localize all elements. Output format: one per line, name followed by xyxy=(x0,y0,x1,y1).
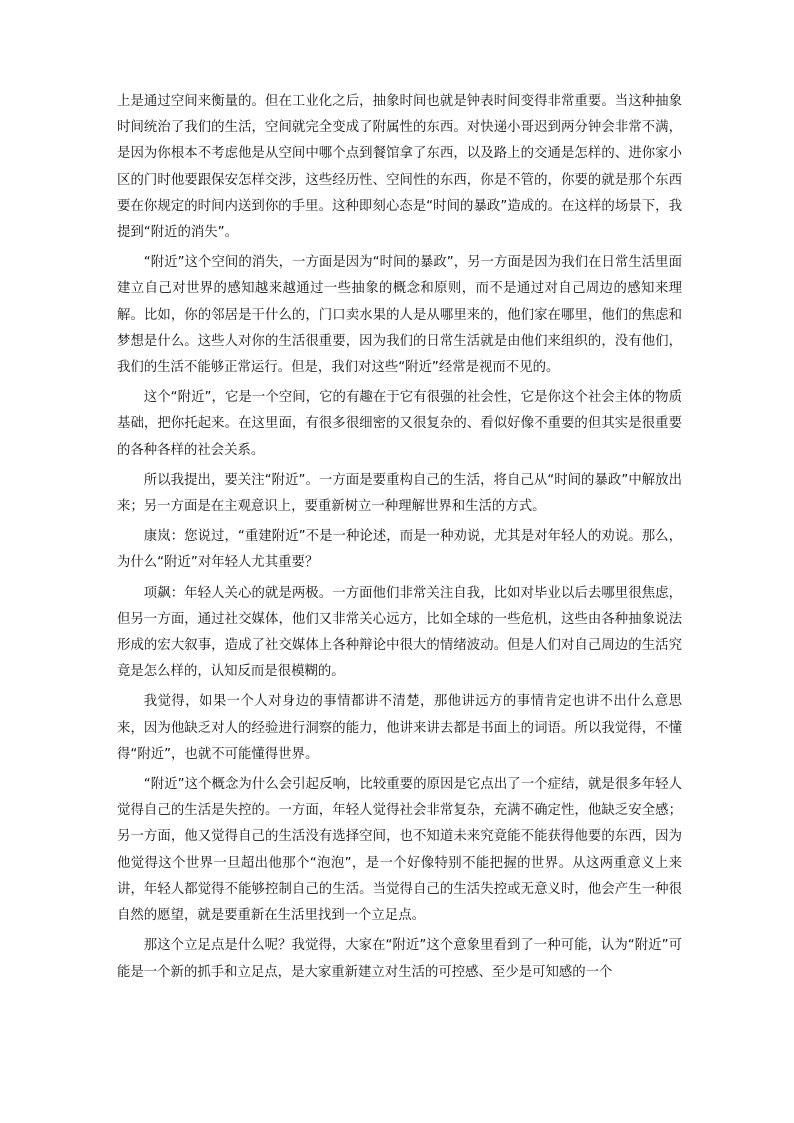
paragraph-1: 上是通过空间来衡量的。但在工业化之后，抽象时间也就是钟表时间变得非常重要。当这种抽象时间统治了我们的生活，空间就完全变成了附属性的东西。对快递小哥迟到两分钟会非常不满，是因为你根本不考虑他是从空间中哪个点到餐馆拿了东西，以及路上的交通是怎样的、进你家小区的门时他要跟保安怎样交涉，这些经历性、空间性的东西，你是不管的，你要的就是那个东西要在你规定的时间内送到你的手里。这种即刻心态是“时间的暴政”造成的。在这样的场景下，我提到“附近的消失”。 xyxy=(117,94,682,241)
paragraph-5: 康岚：您说过，“重建附近”不是一种论述，而是一种劝说，尤其是对年轻人的劝说。那么，为什么“附近”对年轻人尤其重要？ xyxy=(117,529,682,571)
paragraph-9: 那这个立足点是什么呢？我觉得，大家在“附近”这个意象里看到了一种可能，认为“附近”可能是一个新的抓手和立足点，是大家重新建立对生活的可控感、至少是可知感的一个 xyxy=(117,938,682,980)
paragraph-4: 所以我提出，要关注“附近”。一方面是要重构自己的生活，将自己从“时间的暴政”中解放出来；另一方面是在主观意识上，要重新树立一种理解世界和生活的方式。 xyxy=(117,472,682,515)
paragraph-3: 这个“附近”，它是一个空间，它的有趣在于它有很强的社会性，它是你这个社会主体的物质基础，把你托起来。在这里面，有很多很细密的又很复杂的、看似好像不重要的但其实是很重要的各种各样的社会关系。 xyxy=(117,390,682,458)
document-body xyxy=(117,89,682,990)
paragraph-2: “附近”这个空间的消失，一方面是因为“时间的暴政”，另一方面是因为我们在日常生活里面建立自己对世界的感知越来越通过一些抽象的概念和原则，而不是通过对自己周边的感知来理解。比如，你的邻居是干什么的，门口卖水果的人是从哪里来的，他们家在哪里，他们的焦虑和梦想是什么。这些人对你的生活很重要，因为我们的日常生活就是由他们来组织的，没有他们，我们的生活不能够正常运行。但是，我们对这些“附近”经常是视而不见的。 xyxy=(117,255,682,376)
paragraph-7: 我觉得，如果一个人对身边的事情都讲不清楚，那他讲远方的事情肯定也讲不出什么意思来，因为他缺乏对人的经验进行洞察的能力，他讲来讲去都是书面上的词语。所以我觉得，不懂得“附近”，也就不可能懂得世界。 xyxy=(117,694,682,762)
paragraph-6: 项飙：年轻人关心的就是两极。一方面他们非常关注自我，比如对毕业以后去哪里很焦虑，但另一方面，通过社交媒体，他们又非常关心远方，比如全球的一些危机，这些由各种抽象说法形成的宏大叙事，造成了社交媒体上各种辩论中很大的情绪波动。但是人们对自己周边的生活究竟是怎么样的，认知反而是很模糊的。 xyxy=(117,585,682,680)
paragraph-8: “附近”这个概念为什么会引起反响，比较重要的原因是它点出了一个症结，就是很多年轻人觉得自己的生活是失控的。一方面，年轻人觉得社会非常复杂，充满不确定性，他缺乏安全感；另一方面，他又觉得自己的生活没有选择空间，也不知道未来究竟能不能获得他要的东西，因为他觉得这个世界一旦超出他那个“泡泡”，是一个好像特别不能把握的世界。从这两重意义上来讲，年轻人都觉得不能够控制自己的生活。当觉得自己的生活失控或无意义时，他会产生一种很自然的愿望，就是要重新在生活里找到一个立足点。 xyxy=(117,777,682,924)
